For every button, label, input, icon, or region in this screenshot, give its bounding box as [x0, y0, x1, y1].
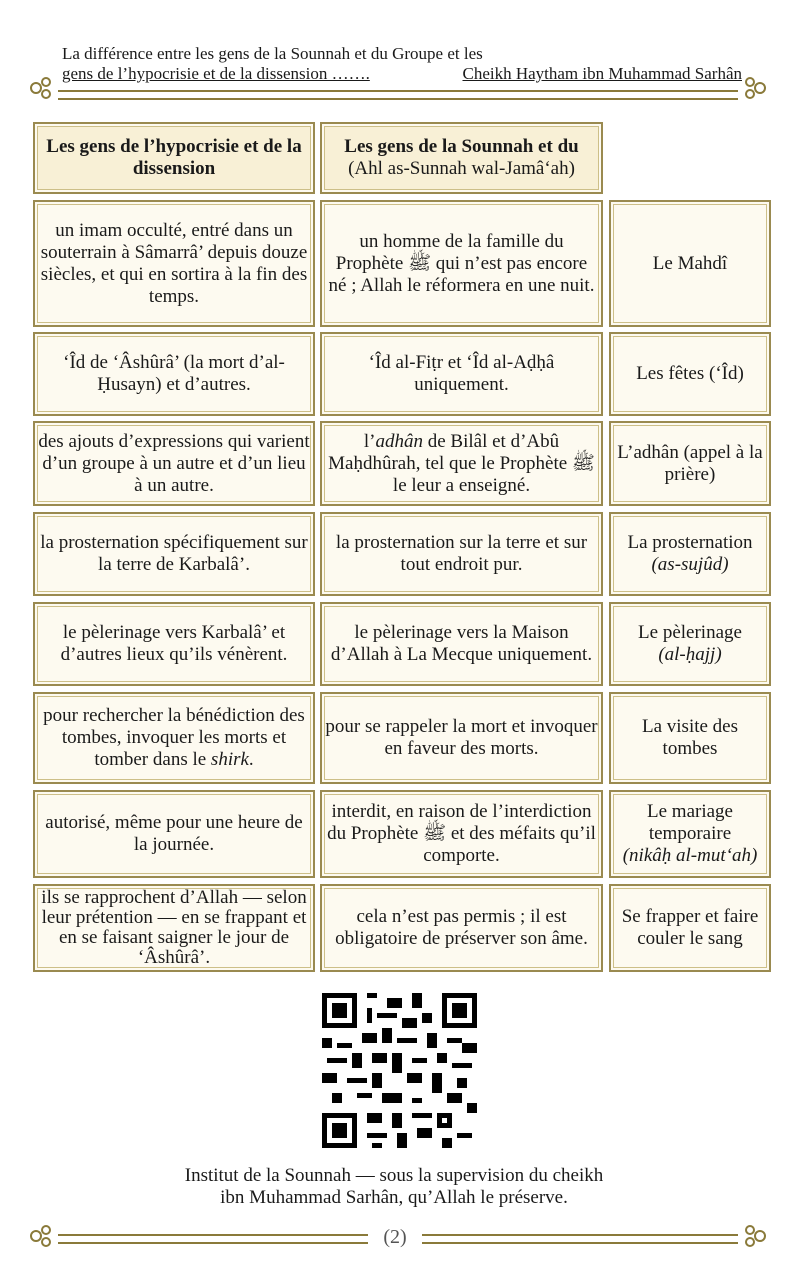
row-tombs-topic: La visite des tombes [609, 692, 771, 784]
row-hajj-sunnah: le pèlerinage vers la Maison d’Allah à La Mecque uniquement. [320, 602, 603, 686]
qr-code[interactable] [322, 993, 477, 1148]
adhan-term: adhân [375, 430, 423, 452]
header-sunnah-label: Les gens de la Sounnah et du [344, 136, 579, 157]
document-footer [0, 1165, 788, 1209]
row-blood-hypocrisy: ils se rapprochent d’Allah — selon leur prétention — en se frappant et en se faisant saigner le jour de ‘Âshûrâ’. [33, 884, 315, 972]
footer-rule-right [422, 1234, 738, 1244]
row-eid-hypocrisy: ‘Îd de ‘Âshûrâ’ (la mort d’al-Ḥusayn) et d’autres. [33, 332, 315, 416]
mutah-topic-label: Le mariage temporaire [647, 801, 733, 844]
hajj-topic-label: Le pèlerinage [638, 622, 742, 643]
sujud-topic-term: (as-sujûd) [651, 554, 729, 575]
row-hajj-topic [609, 602, 771, 686]
row-adhan-topic: L’adhân (appel à la prière) [609, 421, 771, 506]
row-hajj-hypocrisy: le pèlerinage vers Karbalâ’ et d’autres lieux qu’ils vénèrent. [33, 602, 315, 686]
header-rule [58, 90, 738, 100]
ornament-icon [28, 74, 56, 102]
header-line-2 [62, 64, 742, 84]
hajj-topic-term: (al-ḥajj) [658, 644, 722, 665]
row-eid-topic: Les fêtes (‘Îd) [609, 332, 771, 416]
row-mahdi-topic: Le Mahdî [609, 200, 771, 327]
header-sunnah-sublabel: (Ahl as-Sunnah wal-Jamâ‘ah) [348, 158, 575, 179]
footer-line-1: Institut de la Sounnah — sous la supervision du cheikh [184, 1165, 604, 1186]
header-hypocrisy-label: Les gens de l’hypocrisie et de la dissension [46, 136, 302, 179]
adhan-prefix: l’ [363, 430, 376, 452]
row-adhan-hypocrisy: des ajouts d’expressions qui varient d’un groupe à un autre et d’un lieu à un autre. [33, 421, 315, 506]
tombs-text: pour rechercher la bénédiction des tombes, invoquer les morts et tomber dans le [43, 705, 305, 770]
row-tombs-hypocrisy [33, 692, 315, 784]
row-tombs-sunnah: pour se rappeler la mort et invoquer en faveur des morts. [320, 692, 603, 784]
row-mutah-sunnah: interdit, en raison de l’interdiction du Prophète ﷺ et des méfaits qu’il comporte. [320, 790, 603, 878]
document-header [62, 44, 752, 84]
tombs-suffix: . [248, 749, 254, 770]
row-sujud-hypocrisy: la prosternation spécifiquement sur la terre de Karbalâ’. [33, 512, 315, 596]
row-mahdi-hypocrisy: un imam occulté, entré dans un souterrain à Sâmarrâ’ depuis douze siècles, et qui en sortira à la fin des temps. [33, 200, 315, 327]
footer-line-2: ibn Muhammad Sarhân, qu’Allah le préserve. [220, 1187, 568, 1208]
row-sujud-sunnah: la prosternation sur la terre et sur tout endroit pur. [320, 512, 603, 596]
ornament-icon [28, 1222, 56, 1250]
adhan-text: de Bilâl et d’Abû Maḥdhûrah, tel que le Prophète ﷺ le leur a enseigné. [328, 430, 595, 496]
footer-rule-left [58, 1234, 368, 1244]
header-subtitle: gens de l’hypocrisie et de la dissension ……. [62, 64, 370, 83]
row-mutah-topic [609, 790, 771, 878]
row-sujud-topic [609, 512, 771, 596]
header-sunnah [320, 122, 603, 194]
page-number: (2) [383, 1226, 407, 1248]
tombs-term: shirk [210, 749, 249, 770]
row-blood-topic: Se frapper et faire couler le sang [609, 884, 771, 972]
header-hypocrisy [33, 122, 315, 194]
row-mahdi-sunnah: un homme de la famille du Prophète ﷺ qui n’est pas encore né ; Allah le réformera en une nuit. [320, 200, 603, 327]
ornament-icon [740, 1222, 768, 1250]
row-adhan-sunnah [320, 421, 603, 506]
ornament-icon [740, 74, 768, 102]
header-author: Cheikh Haytham ibn Muhammad Sarhân [462, 64, 742, 83]
row-mutah-hypocrisy: autorisé, même pour une heure de la journée. [33, 790, 315, 878]
row-blood-sunnah: cela n’est pas permis ; il est obligatoire de préserver son âme. [320, 884, 603, 972]
sujud-topic-label: La prosternation [627, 532, 753, 553]
mutah-topic-term: (nikâḥ al-mut‘ah) [622, 845, 758, 866]
row-eid-sunnah: ‘Îd al-Fiṭr et ‘Îd al-Aḍḥâ uniquement. [320, 332, 603, 416]
header-line-1: La différence entre les gens de la Sounnah et du Groupe et les [62, 44, 483, 63]
